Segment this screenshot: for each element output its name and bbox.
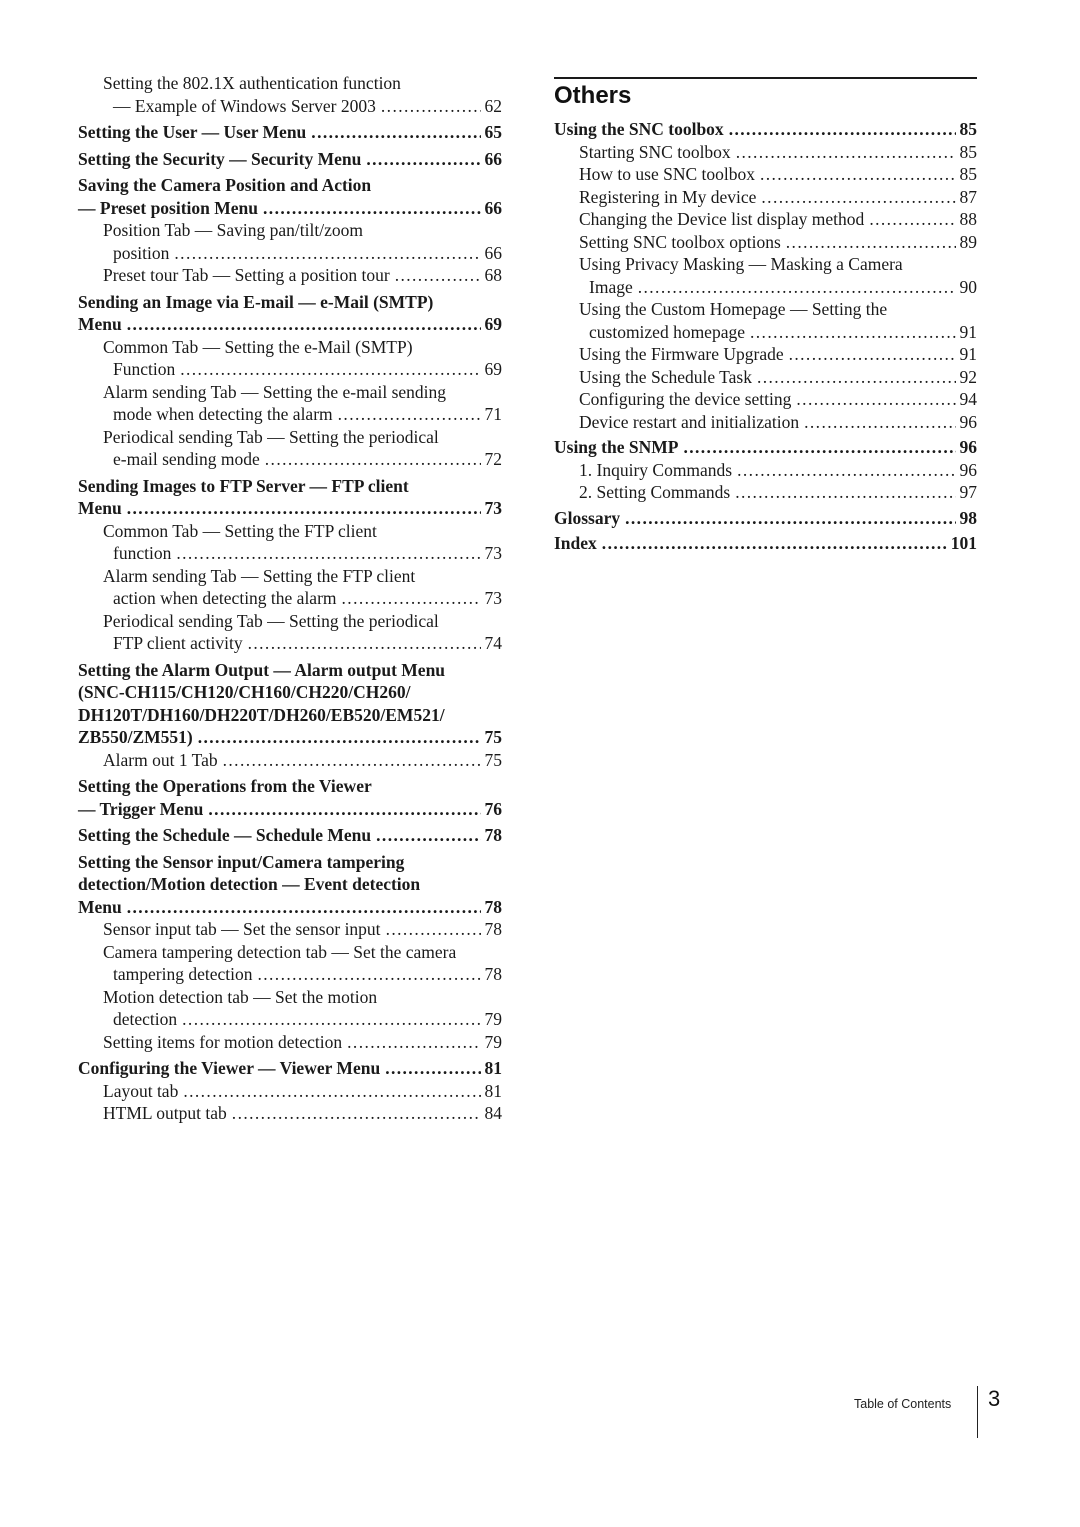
section-rule [554, 77, 977, 79]
toc-entry-title: Menu [78, 896, 122, 917]
toc-entry-line [78, 873, 502, 896]
toc-entry-line [78, 497, 502, 520]
toc-page-number: 96 [959, 411, 977, 432]
toc-entry-line [579, 298, 977, 321]
toc-entry-line [579, 343, 977, 366]
toc-entry-title: Setting the Alarm Output — Alarm output Menu [78, 659, 446, 680]
dot-leader [180, 358, 480, 381]
toc-entry-title: Starting SNC toolbox [579, 141, 731, 162]
toc-entry[interactable] [554, 231, 977, 254]
toc-page-number: 69 [484, 314, 502, 334]
toc-entry-line [103, 95, 502, 118]
toc-entry-line [579, 411, 977, 434]
toc-entry-title: Alarm out 1 Tab [103, 749, 218, 770]
dot-leader [265, 448, 481, 471]
toc-entry-line [78, 824, 502, 847]
toc-entry[interactable] [554, 208, 977, 231]
toc-entry-title: Device restart and initialization [579, 411, 800, 432]
toc-entry-line [78, 704, 502, 727]
toc-entry-line [103, 941, 502, 964]
toc-page-number: 88 [959, 209, 977, 229]
toc-entry-title: Setting items for motion detection [103, 1031, 343, 1052]
toc-entry[interactable] [78, 291, 502, 336]
toc-entry-line [579, 276, 977, 299]
toc-entry[interactable] [554, 298, 977, 343]
toc-page-number: 84 [484, 1103, 502, 1123]
toc-entry-line [554, 436, 977, 459]
toc-entry[interactable] [554, 507, 977, 530]
toc-entry-title: (SNC-CH115/CH120/CH160/CH220/CH260/ [78, 682, 411, 702]
toc-page-number: 81 [484, 1058, 502, 1078]
toc-page-number: 101 [950, 533, 977, 553]
toc-page-number: 73 [484, 588, 502, 608]
toc-entry-title: Using the Custom Homepage — Setting the [579, 299, 888, 319]
toc-entry-line [78, 798, 502, 821]
toc-entry[interactable] [554, 253, 977, 298]
toc-right-column [554, 115, 977, 555]
toc-entry-title: Configuring the Viewer — Viewer Menu [78, 1058, 381, 1078]
toc-entry-line [103, 448, 502, 471]
dot-leader [127, 896, 481, 919]
toc-entry-line [579, 208, 977, 231]
toc-page-number: 73 [484, 498, 502, 518]
toc-entry-line [78, 896, 502, 919]
toc-entry[interactable] [554, 411, 977, 434]
toc-entry[interactable] [554, 459, 977, 482]
toc-entry-title: Using the Firmware Upgrade [579, 344, 784, 364]
toc-entry-title: mode when detecting the alarm [113, 404, 333, 424]
toc-page-number: 66 [484, 242, 502, 263]
toc-entry-line [103, 565, 502, 588]
toc-entry-line [103, 1080, 502, 1103]
toc-entry-line [103, 219, 502, 242]
toc-page-number: 68 [484, 265, 502, 285]
toc-entry[interactable] [78, 264, 502, 287]
dot-leader [385, 1057, 480, 1080]
dot-leader [602, 532, 947, 555]
dot-leader [395, 264, 481, 287]
dot-leader [127, 497, 481, 520]
toc-entry-line [579, 459, 977, 482]
toc-entry-line [579, 231, 977, 254]
toc-entry-line [579, 481, 977, 504]
toc-entry-line [103, 264, 502, 287]
toc-entry-title: — Preset position Menu [78, 197, 259, 218]
toc-page-number: 89 [959, 231, 977, 252]
toc-entry[interactable] [78, 381, 502, 426]
toc-entry-line [103, 426, 502, 449]
toc-page-number: 98 [959, 507, 977, 528]
section-title-others: Others [554, 82, 632, 109]
toc-entry-title: — Example of Windows Server 2003 [113, 95, 376, 116]
toc-entry-title: ZB550/ZM551) [78, 727, 193, 747]
dot-leader [381, 95, 481, 118]
toc-entry-title: HTML output tab [103, 1103, 227, 1123]
toc-entry-line [103, 542, 502, 565]
toc-entry-line [554, 507, 977, 530]
toc-entry[interactable] [554, 481, 977, 504]
toc-entry-line [579, 186, 977, 209]
toc-entry-line [579, 388, 977, 411]
toc-page-number: 90 [959, 276, 977, 297]
dot-leader [869, 208, 955, 231]
toc-entry-title: Alarm sending Tab — Setting the FTP client [103, 565, 416, 586]
toc-entry-line [78, 775, 502, 798]
toc-entry[interactable] [554, 343, 977, 366]
toc-entry-title: function [113, 543, 172, 563]
dot-leader [263, 197, 480, 220]
dot-leader [127, 313, 481, 336]
toc-entry[interactable] [78, 174, 502, 219]
toc-entry[interactable] [78, 941, 502, 986]
toc-entry-title: Menu [78, 498, 122, 518]
toc-entry[interactable] [78, 426, 502, 471]
dot-leader [311, 121, 480, 144]
toc-entry-line [103, 1102, 502, 1125]
toc-page-number: 78 [484, 896, 502, 917]
toc-entry-line [78, 174, 502, 197]
toc-entry[interactable] [78, 121, 502, 144]
toc-entry-line [78, 681, 502, 704]
toc-entry-title: Motion detection tab — Set the motion [103, 986, 378, 1007]
dot-leader [386, 918, 481, 941]
toc-entry-title: Setting the 802.1X authentication function [103, 73, 401, 93]
toc-entry[interactable] [554, 163, 977, 186]
footer-label: Table of Contents [854, 1397, 952, 1411]
toc-entry-title: 1. Inquiry Commands [579, 459, 733, 480]
toc-entry-title: Configuring the device setting [579, 389, 792, 409]
dot-leader [257, 963, 480, 986]
toc-page-number: 72 [484, 449, 502, 469]
toc-entry-title: Changing the Device list display method [579, 209, 865, 229]
toc-entry-line [103, 403, 502, 426]
toc-entry-title: detection [113, 1009, 178, 1029]
toc-entry-title: Menu [78, 314, 122, 334]
toc-page-number: 75 [484, 727, 502, 747]
toc-entry-line [579, 321, 977, 344]
toc-entry-title: DH120T/DH160/DH220T/DH260/EB520/EM521/ [78, 704, 445, 725]
toc-entry-title: Common Tab — Setting the FTP client [103, 520, 377, 541]
toc-entry-title: e-mail sending mode [113, 449, 260, 469]
toc-entry[interactable] [78, 72, 502, 117]
dot-leader [376, 824, 480, 847]
toc-page-number: 85 [959, 141, 977, 162]
dot-leader [735, 481, 955, 504]
dot-leader [366, 148, 480, 171]
toc-entry[interactable] [78, 1031, 502, 1054]
toc-entry-line [103, 918, 502, 941]
toc-entry-title: Using Privacy Masking — Masking a Camera [579, 254, 903, 274]
toc-page-number: 78 [484, 919, 502, 939]
toc-entry[interactable] [554, 532, 977, 555]
toc-page-number: 96 [959, 437, 977, 457]
toc-entry-line [103, 358, 502, 381]
toc-entry-title: Preset tour Tab — Setting a position tour [103, 265, 390, 285]
dot-leader [760, 163, 956, 186]
dot-leader [183, 1080, 480, 1103]
dot-leader [625, 507, 955, 530]
toc-entry-title: Function [113, 359, 176, 379]
toc-entry-line [78, 1057, 502, 1080]
dot-leader [208, 798, 480, 821]
toc-entry-line [78, 659, 502, 682]
dot-leader [750, 321, 956, 344]
toc-entry[interactable] [78, 219, 502, 264]
toc-page-number: 94 [959, 389, 977, 409]
toc-entry-line [103, 520, 502, 543]
toc-entry-line [579, 366, 977, 389]
toc-entry[interactable] [78, 565, 502, 610]
toc-entry-line [78, 291, 502, 314]
toc-entry[interactable] [554, 141, 977, 164]
toc-entry-title: position [113, 242, 170, 263]
dot-leader [232, 1102, 481, 1125]
toc-left-column [78, 72, 502, 1125]
toc-entry-line [103, 1031, 502, 1054]
toc-entry-line [78, 148, 502, 171]
toc-entry[interactable] [554, 186, 977, 209]
toc-page-number: 69 [484, 359, 502, 379]
toc-entry[interactable] [78, 1057, 502, 1080]
dot-leader [248, 632, 481, 655]
toc-entry-title: Alarm sending Tab — Setting the e-mail sending [103, 381, 447, 402]
toc-page-number: 91 [959, 321, 977, 342]
toc-page-number: 65 [484, 122, 502, 142]
toc-page-number: 73 [484, 543, 502, 563]
dot-leader [796, 388, 955, 411]
toc-entry-title: FTP client activity [113, 633, 243, 653]
toc-page-number: 76 [484, 798, 502, 819]
toc-entry-title: Camera tampering detection tab — Set the camera [103, 941, 457, 962]
toc-entry-title: Periodical sending Tab — Setting the periodical [103, 426, 439, 447]
toc-entry-line [78, 197, 502, 220]
toc-entry-line [579, 141, 977, 164]
toc-entry-line [78, 121, 502, 144]
dot-leader [737, 459, 955, 482]
toc-page-number: 71 [484, 404, 502, 424]
toc-entry-title: customized homepage [589, 321, 745, 342]
toc-page-number: 66 [484, 197, 502, 218]
toc-entry-title: Glossary [554, 507, 621, 528]
dot-leader [198, 726, 481, 749]
toc-page-number: 62 [484, 95, 502, 116]
dot-leader [338, 403, 481, 426]
toc-page-number: 75 [484, 749, 502, 770]
dot-leader [176, 542, 480, 565]
toc-entry-line [554, 532, 977, 555]
toc-page-number: 74 [484, 633, 502, 653]
toc-entry-line [579, 163, 977, 186]
dot-leader [736, 141, 956, 164]
toc-entry[interactable] [78, 749, 502, 772]
toc-entry[interactable] [554, 366, 977, 389]
toc-entry-title: Setting the Operations from the Viewer [78, 776, 372, 796]
toc-page-number: 66 [484, 148, 502, 169]
dot-leader [683, 436, 955, 459]
dot-leader [342, 587, 481, 610]
toc-entry-line [103, 610, 502, 633]
toc-page-number: 87 [959, 186, 977, 207]
dot-leader [347, 1031, 480, 1054]
toc-entry[interactable] [78, 824, 502, 847]
toc-entry[interactable] [78, 918, 502, 941]
toc-entry-line [103, 242, 502, 265]
toc-entry-title: Index [554, 533, 597, 553]
dot-leader [757, 366, 956, 389]
dot-leader [174, 242, 480, 265]
toc-entry-title: tampering detection [113, 964, 253, 984]
toc-page-number: 85 [959, 164, 977, 184]
toc-entry-line [78, 851, 502, 874]
dot-leader [789, 343, 956, 366]
toc-entry-line [103, 1008, 502, 1031]
dot-leader [729, 118, 956, 141]
toc-entry-line [78, 475, 502, 498]
toc-page-number: 79 [484, 1031, 502, 1052]
toc-entry-line [103, 986, 502, 1009]
toc-entry-title: — Trigger Menu [78, 798, 204, 819]
toc-entry-line [78, 313, 502, 336]
toc-entry[interactable] [78, 775, 502, 820]
toc-entry-line [103, 749, 502, 772]
toc-entry[interactable] [78, 659, 502, 749]
toc-page-number: 97 [959, 482, 977, 502]
toc-page-number: 81 [484, 1080, 502, 1101]
toc-entry[interactable] [78, 851, 502, 919]
toc-entry-title: Setting the Sensor input/Camera tampering [78, 851, 405, 872]
toc-entry-title: Image [589, 276, 633, 297]
toc-entry[interactable] [78, 1102, 502, 1125]
toc-entry[interactable] [78, 1080, 502, 1103]
toc-entry-title: Setting SNC toolbox options [579, 231, 781, 252]
toc-entry-title: Using the SNC toolbox [554, 119, 724, 139]
toc-entry[interactable] [554, 388, 977, 411]
toc-entry-line [103, 632, 502, 655]
toc-entry-line [78, 726, 502, 749]
toc-entry-title: Common Tab — Setting the e-Mail (SMTP) [103, 336, 413, 357]
dot-leader [786, 231, 956, 254]
dot-leader [804, 411, 955, 434]
toc-page-number: 92 [959, 366, 977, 387]
toc-entry-title: Saving the Camera Position and Action [78, 175, 372, 195]
toc-entry-title: Using the Schedule Task [579, 366, 752, 387]
toc-entry[interactable] [78, 610, 502, 655]
toc-entry[interactable] [554, 118, 977, 141]
page-number: 3 [988, 1386, 1001, 1411]
toc-entry-line [554, 118, 977, 141]
toc-entry-title: detection/Motion detection — Event detection [78, 874, 421, 894]
toc-entry-line [579, 253, 977, 276]
toc-entry-title: Sending an Image via E-mail — e-Mail (SMTP) [78, 291, 434, 312]
toc-page-number: 78 [484, 964, 502, 984]
toc-entry-title: Sending Images to FTP Server — FTP client [78, 475, 409, 496]
toc-entry-title: 2. Setting Commands [579, 482, 731, 502]
toc-page-number: 85 [959, 119, 977, 139]
toc-entry-line [103, 587, 502, 610]
toc-entry[interactable] [78, 520, 502, 565]
toc-entry-title: Sensor input tab — Set the sensor input [103, 919, 381, 939]
toc-entry-title: Using the SNMP [554, 437, 679, 457]
toc-entry-title: Registering in My device [579, 186, 757, 207]
toc-entry-title: Setting the Schedule — Schedule Menu [78, 825, 372, 845]
dot-leader [223, 749, 481, 772]
toc-entry-title: Setting the Security — Security Menu [78, 148, 362, 169]
toc-entry-title: How to use SNC toolbox [579, 164, 755, 184]
toc-entry-title: Layout tab [103, 1080, 179, 1101]
dot-leader [182, 1008, 480, 1031]
dot-leader [638, 276, 956, 299]
toc-entry[interactable] [78, 148, 502, 171]
toc-entry-line [103, 336, 502, 359]
toc-entry[interactable] [78, 336, 502, 381]
toc-page-number: 96 [959, 459, 977, 480]
toc-page-number: 78 [484, 825, 502, 845]
toc-entry-line [103, 381, 502, 404]
toc-entry-line [103, 72, 502, 95]
toc-entry-title: Setting the User — User Menu [78, 122, 307, 142]
toc-entry-title: action when detecting the alarm [113, 588, 337, 608]
toc-entry-line [103, 963, 502, 986]
dot-leader [761, 186, 955, 209]
footer-divider [977, 1386, 978, 1438]
toc-entry[interactable] [78, 475, 502, 520]
toc-entry-title: Position Tab — Saving pan/tilt/zoom [103, 220, 363, 240]
toc-entry[interactable] [554, 436, 977, 459]
toc-entry-title: Periodical sending Tab — Setting the periodical [103, 610, 439, 631]
toc-page-number: 91 [959, 344, 977, 364]
toc-entry[interactable] [78, 986, 502, 1031]
toc-page-number: 79 [484, 1009, 502, 1029]
